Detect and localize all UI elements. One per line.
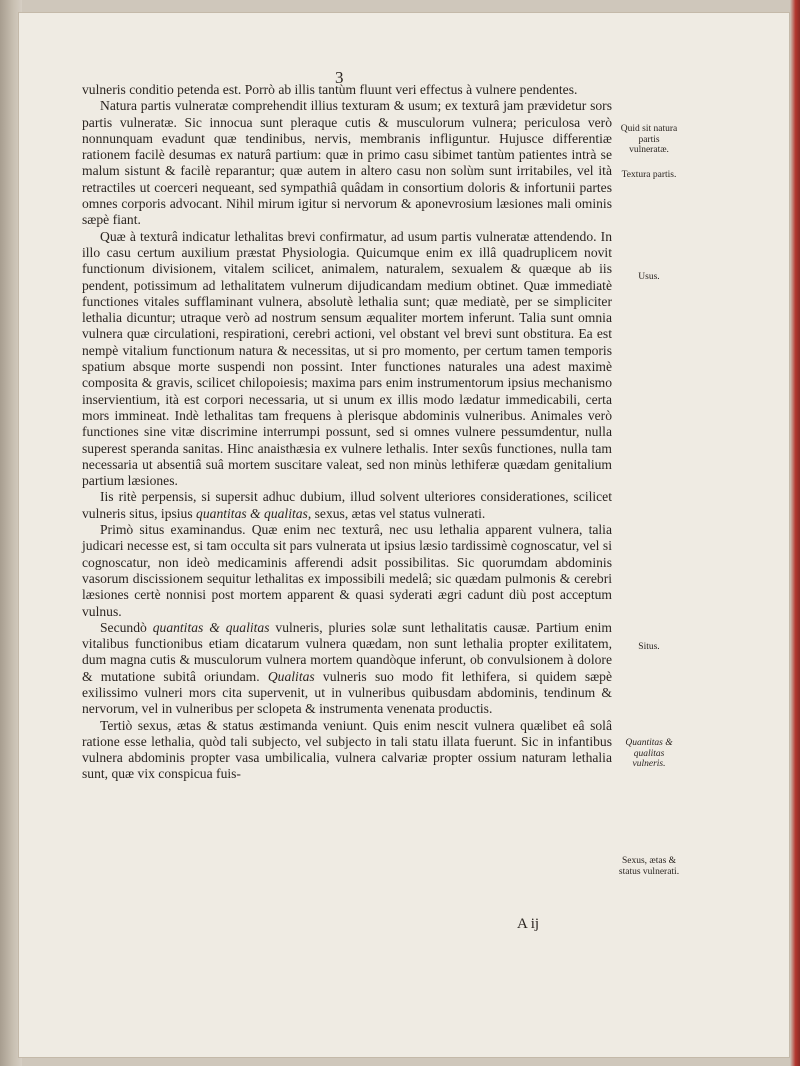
paragraph-sexus: Tertiò sexus, ætas & status æstimanda veniunt. Quis enim nescit vulnera quælibet eâ solâ ratione esse lethalia, quòd tali subjecto, vel subjecto in tali statu illata fuerunt. Sic in infantibus vulnera abdominis propter vasa umbilicalia, vulnera calvariæ propter ossium naturam lethalia sunt, quæ vix conspicua fuis- — [82, 717, 612, 782]
paragraph-5-text-b: vulneris, pluries solæ sunt lethalitatis causæ. Partium enim vitalibus functionibus etiam dicatarum vulnera quædam, non sunt lethalia propter exilitatem, dum magna cutis & musculorum vulnera mortem quandòque inferunt, ob convulsionem à dolore & mutatione subitâ oriundam. — [82, 619, 612, 684]
margin-note-quantitas — [618, 738, 680, 770]
page-number: 3 — [335, 68, 344, 87]
paragraph-textura-usus: Quæ à texturâ indicatur lethalitas brevi confirmatur, ad usum partis vulneratæ attendendo. In illo casu certum auxilium præstat Physiologia. Quicumque enim ex illâ quadruplicem novit functionum divisionem, vitalem scilicet, animalem, naturalem, sexualem & quæque ab iis pendent, potissimum ad lethalitatem vulnerum dijudicandam medium obtinet. Quæ immediatè functiones vitales sufflaminant vulnera, absolutè lethalia sunt; quæ mediatè, per se simpliciter lethalia dicuntur; utraque verò ad nostrum sensum æqualiter mortem inferunt. Talia sunt omnia vulnera quæ circulationi, respirationi, cerebri actioni, vel obstant vel brevi sunt obstitura. Ea est nempè vitalium functionum natura & necessitas, ut si pro momento, per certum tamen temporis spatium absque morte suspendi non possint. Inter functiones naturales una adest maximè composita & gravis, scilicet chilopoiesis; maxima pars enim instrumentorum ipsius mechanismo inservientium, ità est corpori necessaria, ut si unum ex illis modo lædatur immedicabili, certa mors immineat. Indè lethalitas tam frequens à plerisque abdominis vulneribus. Animales verò functiones sine vitæ discrimine interrumpi possunt, sed si omnes vulnere pessumdentur, nulla superest speranda sanitas. Hinc anaisthæsia ex vulnere lethalis. Inter sexûs functiones, nulla tam necessaria ut absentiâ suâ mortem suscitare valeat, sed non minùs lethiferæ quædam genitalium partium læsiones. — [82, 228, 612, 489]
margin-note-textura: Textura partis. — [621, 170, 677, 180]
paragraph-3-text-a: Iis ritè perpensis, si supersit adhuc dubium, illud solvent ulteriores considerationes, scilicet vulneris situs, ipsius — [82, 489, 612, 521]
margin-note-usus: Usus. — [638, 272, 660, 282]
paragraph-0: vulneris conditio petenda est. Porrò ab illis tantùm fluunt veri effectus à vulnere pendentes. — [82, 82, 578, 97]
paragraph-5-italic-b: Qualitas — [267, 668, 315, 684]
paragraph-5-text-a: Secundò — [100, 619, 153, 635]
paragraph-quantitas — [82, 620, 612, 718]
paragraph-5-text-c: vulneris suo modo fit lethifera, si quidem sæpè exilissimo vulneri mors cita supervenit, ut in vulneribus quibusdam abdominis, tendinum & nervorum, vel in vulneribus per sclopeta & instrumenta venenata productis. — [82, 668, 613, 717]
margin-note-situs: Situs. — [638, 642, 660, 652]
margin-note-sexus: Sexus, ætas & status vulnerati. — [618, 856, 680, 877]
paragraph-3-text-b: , sexus, ætas vel status vulnerati. — [307, 505, 486, 521]
paragraph-situs: Primò situs examinandus. Quæ enim nec texturâ, nec usu lethalia apparent vulnera, talia judicari necesse est, si tam occulta sit pars vulnerata ut ipsius læsio tardissimè cognoscatur, vel si cognoscatur, non ideò medicaminis afferendi adsit possibilitas. Sic quorumdam abdominis vasorum discissionem sequitur lethalitas ex impossibili medelâ; sic quædam pulmonis & cerebri læsiones certè nonnisi post mortem apparent & quasi syderati ægri cadunt diù post acceptum vulnus. — [82, 522, 612, 619]
page-edge-right — [790, 0, 800, 1066]
body-text — [82, 82, 612, 783]
paragraph-natura-partis: Natura partis vulneratæ comprehendit illius texturam & usum; ex texturâ jam prævidetur sors partis vulneratæ. Sic innocua sunt pleraque cutis & musculorum vulnera; periculosa verò nonnunquam evadunt quæ tendinibus, nervis, membranis infliguntur. Hujusce differentiæ rationem facilè desumas ex naturâ partium: quæ in primo casu sibimet tantùm patientes intrà se malum sistunt & facilè reparantur; quæ autem in altero casu non solùm sunt irritabiles, vel ità retractiles ut coerceri nequeant, sed sympathiâ quâdam in consortium doloris & infortunii partes omnes corporis advocant. Nihil mirum igitur si nervorum & aponevrosium læsiones mali ominis sæpè fiant. — [82, 98, 612, 228]
signature-mark: A ij — [517, 916, 540, 932]
margin-note-quantitas-text: Quantitas & qualitas vulneris. — [625, 738, 673, 769]
margin-note-natura: Quid sit natura partis vulneratæ. — [620, 124, 678, 155]
paragraph-5-italic-a: quantitas & qualitas — [152, 619, 270, 635]
paragraph-3-italic: quantitas & qualitas — [196, 505, 308, 521]
paragraph-considerationes — [82, 489, 612, 522]
